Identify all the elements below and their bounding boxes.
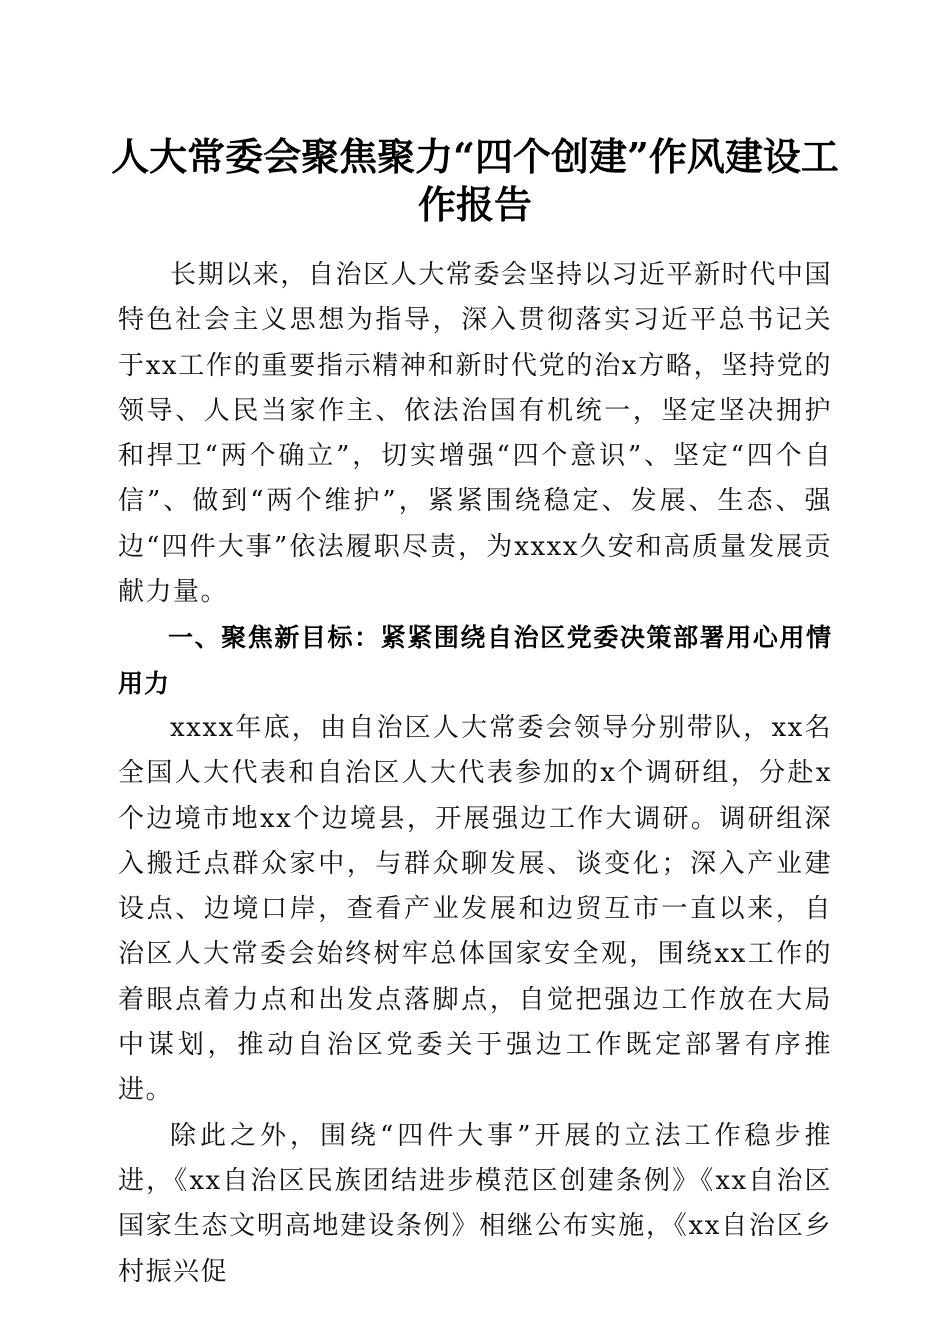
section-paragraph: xxxx年底，由自治区人大常委会领导分别带队，xx名全国人大代表和自治区人大代表参加的x个调研组，分赴x个边境市地xx个边境县，开展强边工作大调研。调研组深入搬迁点群众家中，与群众聊发展、谈变化；深入产业建设点、边境口岸，查看产业发展和边贸互市一直以来，自治区人大常委会始终树牢总体国家安全观，围绕xx工作的着眼点着力点和出发点落脚点，自觉把强边工作放在大局中谋划，推动自治区党委关于强边工作既定部署有序推进。 [118,712,832,1106]
intro-paragraph: 长期以来，自治区人大常委会坚持以习近平新时代中国特色社会主义思想为指导，深入贯彻落实习近平总书记关于xx工作的重要指示精神和新时代党的治x方略，坚持党的领导、人民当家作主、依法治国有机统一，坚定坚决拥护和捍卫“两个确立”，切实增强“四个意识”、坚定“四个自信”、做到“两个维护”，紧紧围绕稳定、发展、生态、强边“四件大事”依法履职尽责，为xxxx久安和高质量发展贡献力量。 [118,260,832,608]
section-paragraph: 除此之外，围绕“四件大事”开展的立法工作稳步推进，《xx自治区民族团结进步模范区创建条例》《xx自治区国家生态文明高地建设条例》相继公布实施，《xx自治区乡村振兴促 [118,1120,832,1287]
section-heading: 一、聚焦新目标：紧紧围绕自治区党委决策部署用心用情用力 [118,623,832,698]
document-body [118,253,832,1295]
document-title: 人大常委会聚焦聚力“四个创建”作风建设工作报告 [111,134,839,227]
